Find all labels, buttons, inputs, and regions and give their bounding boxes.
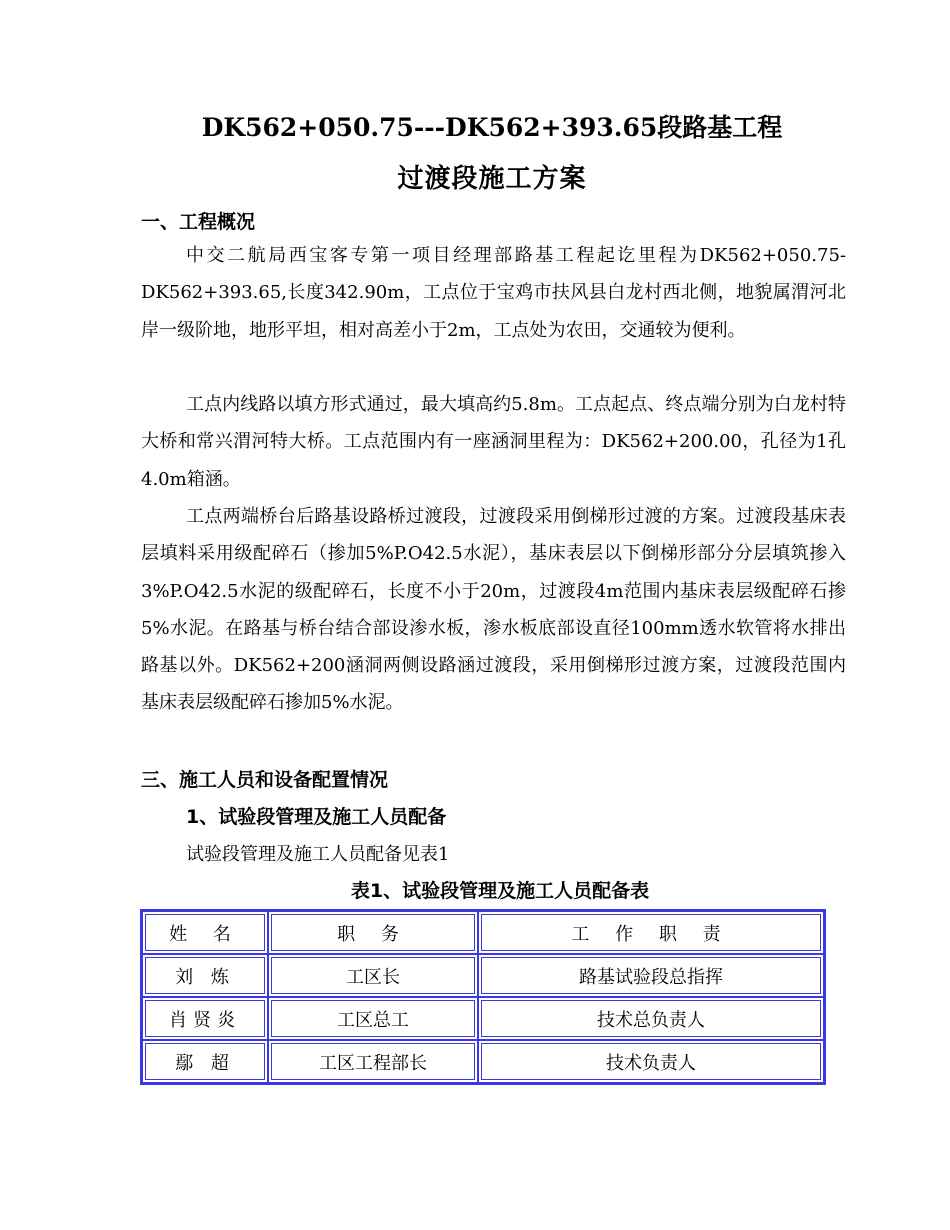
cell-position: 工区长	[268, 954, 478, 997]
document-title-line2: 过渡段施工方案	[397, 164, 587, 194]
table-row	[142, 997, 824, 1040]
section3-heading: 三、施工人员和设备配置情况	[141, 769, 389, 791]
document-title-line1: DK562+050.75---DK562+393.65段路基工程	[201, 113, 783, 142]
cell-name: 鄢 超	[142, 1040, 268, 1083]
paragraph-route-description: 工点内线路以填方形式通过，最大填高约5.8m。工点起点、终点端分别为白龙村特大桥和常兴渭河特大桥。工点范围内有一座涵洞里程为：DK562+200.00，孔径为1孔4.0m箱涵。	[141, 394, 846, 490]
table-caption: 表1、试验段管理及施工人员配备表	[350, 880, 650, 902]
table-row	[142, 1040, 824, 1083]
cell-name: 肖贤炎	[142, 997, 268, 1040]
section1-heading: 一、工程概况	[141, 211, 256, 233]
cell-duties: 技术负责人	[478, 1040, 824, 1083]
subsection1-heading: 1、试验段管理及施工人员配备	[186, 806, 447, 828]
paragraph-transition-scheme: 工点两端桥台后路基设路桥过渡段，过渡段采用倒梯形过渡的方案。过渡段基床表层填料采用级配碎石（掺加5%P.O42.5水泥），基床表层以下倒梯形部分分层填筑掺入3%P.O42.5水泥的级配碎石，长度不小于20m，过渡段4m范围内基床表层级配碎石掺5%水泥。在路基与桥台结合部设渗水板，渗水板底部设直径100mm透水软管将水排出路基以外。DK562+200涵洞两侧设路涵过渡段，采用倒梯形过渡方案，过渡段范围内基床表层级配碎石掺加5%水泥。	[141, 506, 846, 714]
header-name: 姓 名	[142, 911, 268, 954]
subsection1-text: 试验段管理及施工人员配备见表1	[186, 844, 450, 865]
cell-duties: 技术总负责人	[478, 997, 824, 1040]
table-header-row	[142, 911, 824, 954]
cell-position: 工区工程部长	[268, 1040, 478, 1083]
header-duties: 工 作 职 责	[478, 911, 824, 954]
cell-duties: 路基试验段总指挥	[478, 954, 824, 997]
header-position: 职 务	[268, 911, 478, 954]
staff-table	[140, 909, 826, 1085]
table-row	[142, 954, 824, 997]
cell-name: 刘 炼	[142, 954, 268, 997]
cell-position: 工区总工	[268, 997, 478, 1040]
paragraph-project-overview: 中交二航局西宝客专第一项目经理部路基工程起讫里程为DK562+050.75-DK562+393.65,长度342.90m，工点位于宝鸡市扶风县白龙村西北侧，地貌属渭河北岸一级阶地，地形平坦，相对高差小于2m，工点处为农田，交通较为便利。	[141, 245, 846, 341]
